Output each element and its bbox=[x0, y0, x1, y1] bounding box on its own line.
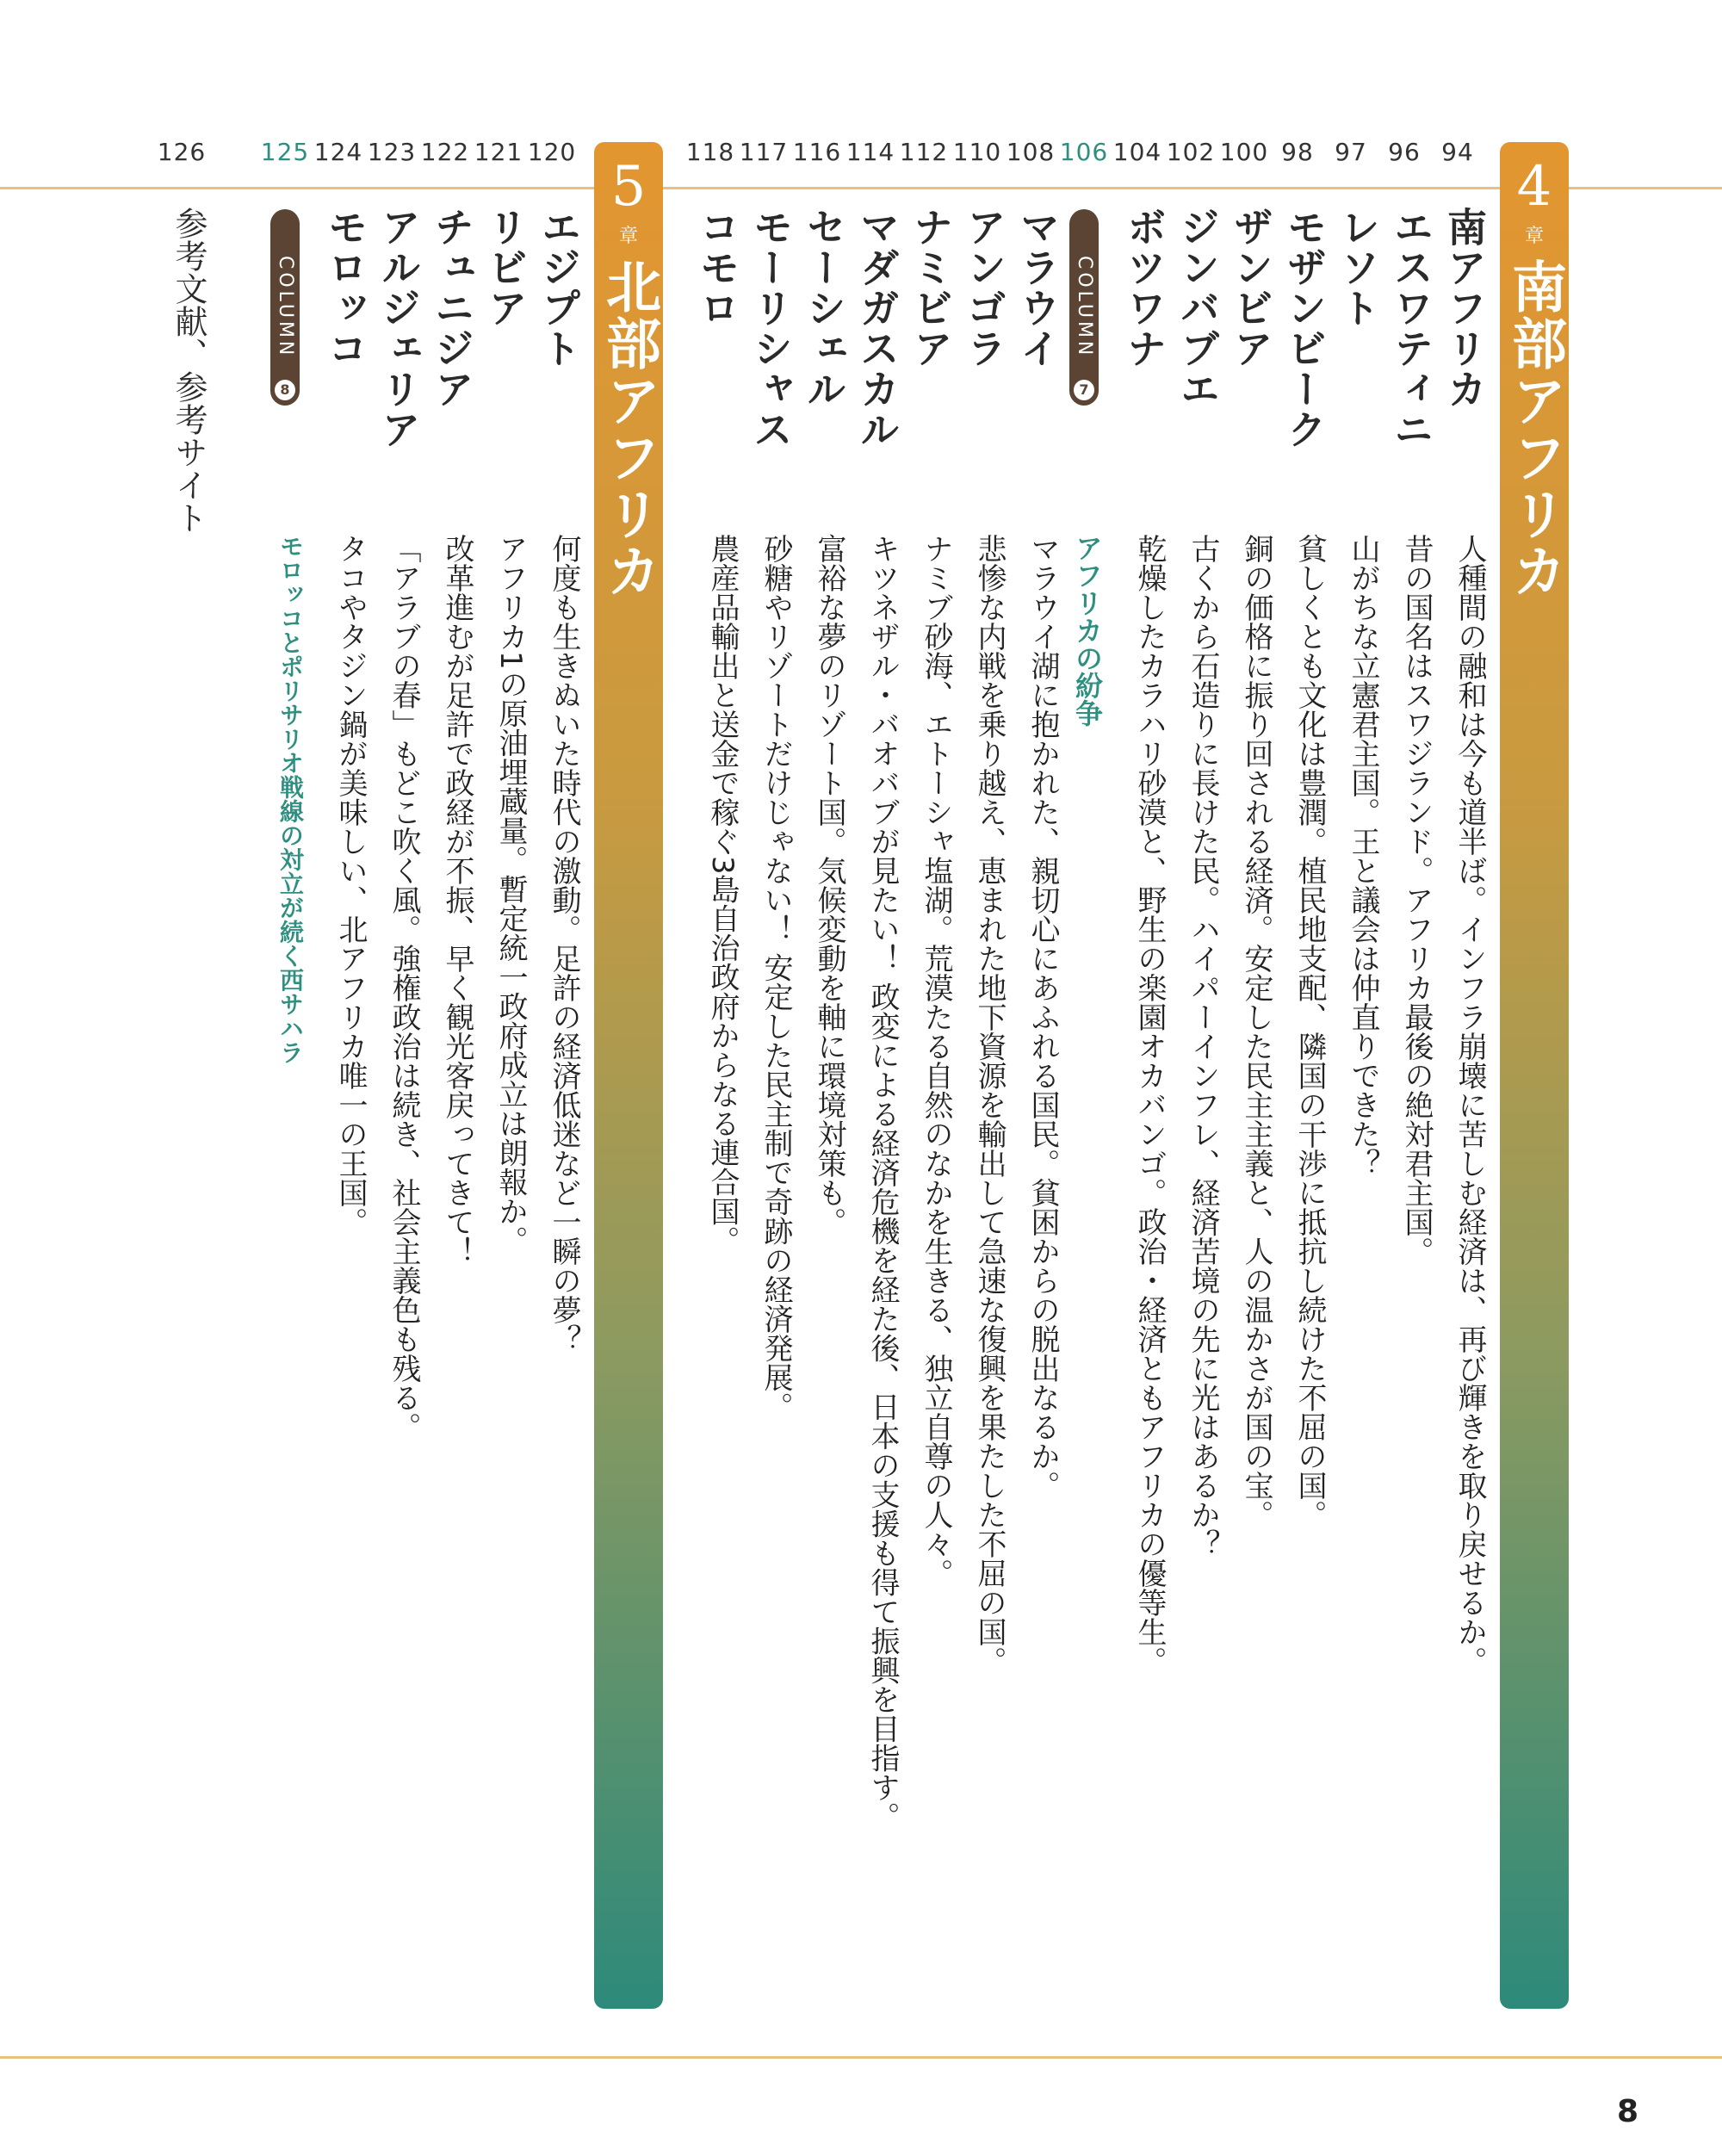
country-name-mauritius[interactable]: モーリシャス bbox=[747, 207, 794, 449]
country-desc-eswatini: 昔の国名はスワジランド。アフリカ最後の絶対君主国。 bbox=[1399, 534, 1434, 1266]
country-name-angola[interactable]: アンゴラ bbox=[961, 207, 1007, 369]
country-desc-comoros: 農産品輸出と送金で稼ぐ3島自治政府からなる連合国。 bbox=[705, 534, 740, 1255]
country-name-morocco[interactable]: モロッコ bbox=[322, 207, 369, 369]
column-8-badge[interactable] bbox=[270, 209, 300, 406]
country-desc-seychelles: 富裕な夢のリゾート国。気候変動を軸に環境対策も。 bbox=[812, 534, 846, 1236]
page-num-122: 122 bbox=[420, 138, 470, 166]
country-name-libya[interactable]: リビア bbox=[482, 207, 529, 328]
column-8-label: COLUMN bbox=[275, 256, 296, 359]
country-desc-angola: 悲惨な内戦を乗り越え、恵まれた地下資源を輸出して急速な復興を果たした不屈の国。 bbox=[972, 534, 1007, 1676]
country-name-zimbabwe[interactable]: ジンバブエ bbox=[1174, 207, 1221, 409]
country-desc-mozambique: 貧しくとも文化は豊潤。植民地支配、隣国の干渉に抵抗し続けた不屈の国。 bbox=[1292, 534, 1327, 1529]
country-desc-lesotho: 山がちな立憲君主国。王と議会は仲直りできた？ bbox=[1346, 534, 1380, 1178]
page-num-114: 114 bbox=[846, 138, 895, 166]
country-desc-egypt: 何度も生きぬいた時代の激動。足許の経済低迷など一瞬の夢？ bbox=[547, 534, 581, 1354]
chapter-4-band bbox=[1500, 142, 1569, 2009]
page-num-110: 110 bbox=[952, 138, 1002, 166]
chapter-4-title: 南部アフリカ bbox=[1502, 258, 1566, 599]
page-num-124: 124 bbox=[313, 138, 363, 166]
page-num-125: 125 bbox=[260, 138, 310, 166]
page-num-116: 116 bbox=[792, 138, 842, 166]
country-name-algeria[interactable]: アルジェリア bbox=[375, 207, 422, 449]
country-desc-zimbabwe: 古くから石造りに長けた民。ハイパーインフレ、経済苦境の先に光はあるか？ bbox=[1186, 534, 1220, 1558]
country-desc-tunisia: 改革進むが足許で政経が不振、早く観光客戻ってきて！ bbox=[440, 534, 474, 1266]
country-desc-namibia: ナミブ砂海、エトーシャ塩湖。荒漠たる自然のなかを生きる、独立自尊の人々。 bbox=[919, 534, 953, 1588]
column-7-label: COLUMN bbox=[1074, 256, 1095, 359]
country-name-comoros[interactable]: コモロ bbox=[694, 207, 740, 328]
top-rule bbox=[0, 187, 1722, 189]
country-desc-algeria: 「アラブの春」もどこ吹く風。強権政治は続き、社会主義色も残る。 bbox=[387, 534, 421, 1441]
page-num-117: 117 bbox=[739, 138, 789, 166]
page-num-106: 106 bbox=[1059, 138, 1109, 166]
page-num-102: 102 bbox=[1166, 138, 1216, 166]
page-num-96: 96 bbox=[1388, 138, 1421, 166]
page-num-126: 126 bbox=[157, 138, 207, 166]
chapter-5-number: 5 bbox=[610, 155, 647, 219]
country-name-tunisia[interactable]: チュニジア bbox=[429, 207, 475, 409]
page-num-120: 120 bbox=[527, 138, 577, 166]
page-num-108: 108 bbox=[1006, 138, 1056, 166]
chapter-4-number: 4 bbox=[1516, 155, 1552, 219]
country-name-lesotho[interactable]: レソト bbox=[1335, 207, 1381, 328]
country-desc-zambia: 銅の価格に振り回される経済。安定した民主主義と、人の温かさが国の宝。 bbox=[1239, 534, 1273, 1529]
country-desc-botswana: 乾燥したカラハリ砂漠と、野生の楽園オカバンゴ。政治・経済ともアフリカの優等生。 bbox=[1132, 534, 1167, 1676]
country-desc-south-africa: 人種間の融和は今も道半ば。インフラ崩壊に苦しむ経済は、再び輝きを取り戻せるか。 bbox=[1453, 534, 1487, 1676]
country-name-eswatini[interactable]: エスワティニ bbox=[1388, 207, 1434, 449]
country-name-botswana[interactable]: ボツワナ bbox=[1121, 207, 1168, 369]
chapter-5-label: 章 bbox=[618, 226, 638, 247]
column-8-number: 8 bbox=[275, 380, 295, 400]
country-name-egypt[interactable]: エジプト bbox=[536, 207, 582, 369]
country-name-zambia[interactable]: ザンビア bbox=[1228, 207, 1274, 369]
country-name-madagascar[interactable]: マダガスカル bbox=[854, 207, 901, 449]
page-num-121: 121 bbox=[474, 138, 523, 166]
page-num-94: 94 bbox=[1441, 138, 1474, 166]
page-num-100: 100 bbox=[1219, 138, 1269, 166]
bottom-rule bbox=[0, 2056, 1722, 2059]
page-num-112: 112 bbox=[899, 138, 949, 166]
country-desc-libya: アフリカ1の原油埋蔵量。暫定統一政府成立は朗報か。 bbox=[493, 534, 528, 1255]
chapter-5-title: 北部アフリカ bbox=[597, 258, 660, 599]
country-name-namibia[interactable]: ナミビア bbox=[907, 207, 954, 369]
column-8-title[interactable]: モロッコとポリサリオ戦線の対立が続く西サハラ bbox=[276, 534, 305, 1064]
column-7-number: 7 bbox=[1074, 380, 1094, 400]
country-name-seychelles[interactable]: セーシェル bbox=[801, 207, 847, 409]
country-desc-mauritius: 砂糖やリゾートだけじゃない！ 安定した民主制で奇跡の経済発展。 bbox=[759, 534, 793, 1422]
page-num-98: 98 bbox=[1281, 138, 1314, 166]
country-name-south-africa[interactable]: 南アフリカ bbox=[1441, 207, 1488, 409]
page-num-118: 118 bbox=[685, 138, 735, 166]
chapter-5-band bbox=[594, 142, 663, 2009]
column-7-badge[interactable] bbox=[1069, 209, 1099, 406]
page-num-123: 123 bbox=[367, 138, 417, 166]
page-number: 8 bbox=[1617, 2094, 1639, 2129]
country-name-malawi[interactable]: マラウイ bbox=[1014, 207, 1061, 369]
page-num-104: 104 bbox=[1112, 138, 1162, 166]
column-7-title[interactable]: アフリカの紛争 bbox=[1071, 534, 1104, 727]
country-desc-morocco: タコやタジン鍋が美味しい、北アフリカ唯一の王国。 bbox=[333, 534, 368, 1236]
chapter-4-label: 章 bbox=[1524, 226, 1544, 247]
country-desc-malawi: マラウイ湖に抱かれた、親切心にあふれる国民。貧困からの脱出なるか。 bbox=[1025, 534, 1060, 1500]
page-num-97: 97 bbox=[1335, 138, 1367, 166]
references-title[interactable]: 参考文献、参考サイト bbox=[170, 207, 208, 534]
country-name-mozambique[interactable]: モザンビーク bbox=[1281, 207, 1328, 449]
country-desc-madagascar: キツネザル・バオバブが見たい！ 政変による経済危機を経た後、日本の支援も得て振興を目指す。 bbox=[865, 534, 900, 1831]
